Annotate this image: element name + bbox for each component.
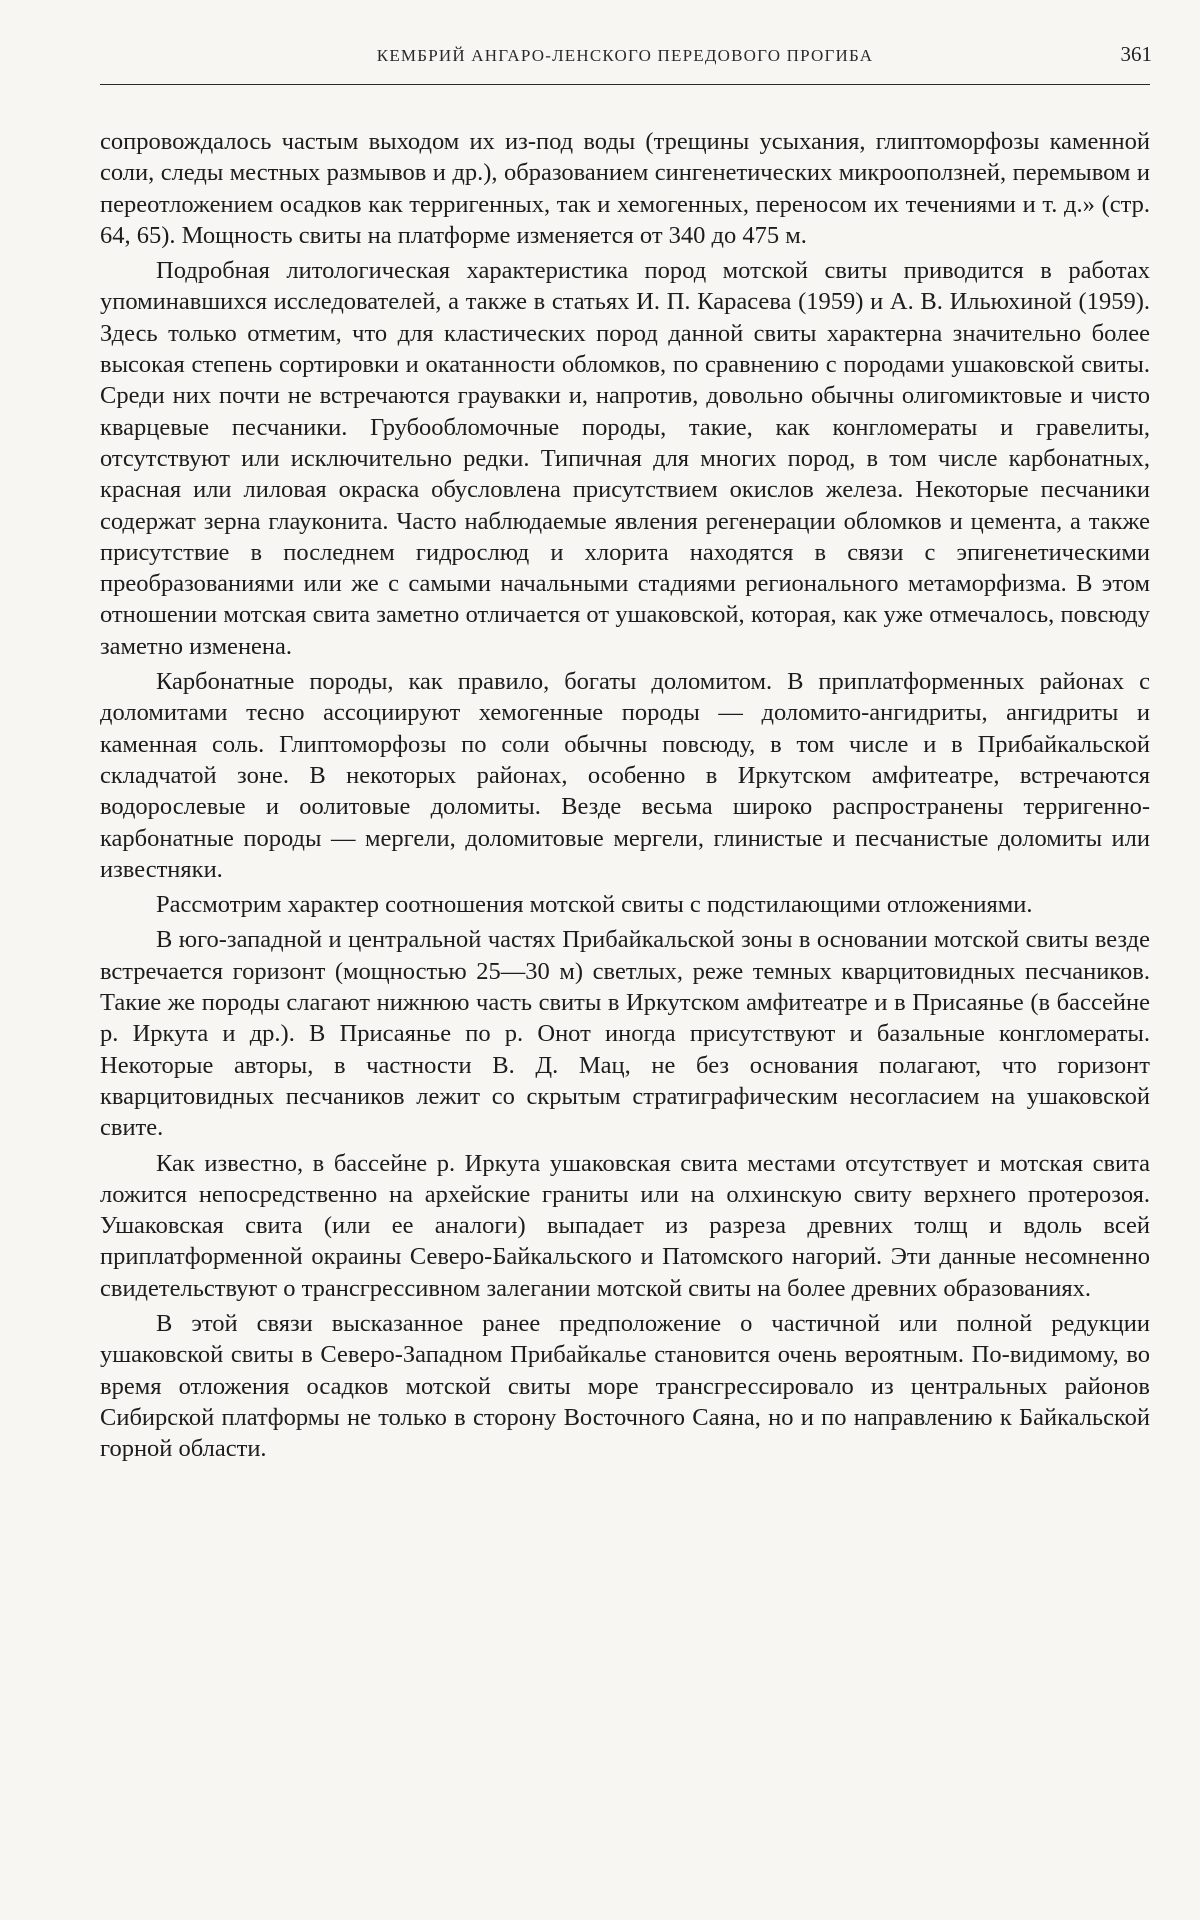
body-text — [100, 126, 1150, 1464]
paragraph: В этой связи высказанное ранее предположение о частичной или полной редукции ушаковской свиты в Северо-Западном Прибайкалье становится очень вероятным. По-видимому, во время отложения осадков мотской свиты море трансгрессировало из центральных районов Сибирской платформы не только в сторону Восточного Саяна, но и по направлению к Байкальской горной области. — [100, 1309, 1150, 1463]
page-number: 361 — [1120, 42, 1152, 66]
paragraph: Как известно, в бассейне р. Иркута ушаковская свита местами отсутствует и мотская свита ложится непосредственно на архейские граниты или на олхинскую свиту верхнего протерозоя. Ушаковская свита (или ее аналоги) выпадает из разреза древних толщ и вдоль всей приплатформенной окраины Северо-Байкальского и Патомского нагорий. Эти данные несомненно свидетельствуют о трансгрессивном залегании мотской свиты на более древних образованиях. — [100, 1149, 1150, 1302]
running-head — [100, 40, 1150, 80]
paragraph: В юго-западной и центральной частях Прибайкальской зоны в основании мотской свиты везде встречается горизонт (мощностью 25—30 м) светлых, реже темных кварцитовидных песчаников. Такие же породы слагают нижнюю часть свиты в Иркутском амфитеатре и в Присаянье (в бассейне р. Иркута и др.). В Присаянье по р. Онот иногда присутствуют и базальные конгломераты. Некоторые авторы, в частности В. Д. Мац, не без основания полагают, что горизонт кварцитовидных песчаников лежит со скрытым стратиграфическим несогласием на ушаковской свите. — [100, 926, 1150, 1142]
paragraph: Рассмотрим характер соотношения мотской свиты с подстилающими отложениями. — [156, 891, 1033, 919]
book-page — [100, 40, 1150, 1468]
paragraph: Подробная литологическая характеристика пород мотской свиты приводится в работах упоминавшихся исследователей, а также в статьях И. П. Карасева (1959) и А. В. Ильюхиной (1959). Здесь только отметим, что для кластических пород данной свиты характерна значительно более высокая степень сортировки и окатанности обломков, по сравнению с породами ушаковской свиты. Среди них почти не встречаются граувакки и, напротив, довольно обычны олигомиктовые и чисто кварцевые песчаники. Грубообломочные породы, такие, как конгломераты и гравелиты, отсутствуют или исключительно редки. Типичная для многих пород, в том числе карбонатных, красная или лиловая окраска обусловлена присутствием окислов железа. Некоторые песчаники содержат зерна глауконита. Часто наблюдаемые явления регенерации обломков и цемента, а также присутствие в последнем гидрослюд и хлорита находятся в связи с эпигенетическими преобразованиями или же с самыми начальными стадиями регионального метаморфизма. В этом отношении мотская свита заметно отличается от ушаковской, которая, как уже отмечалось, повсюду заметно изменена. — [100, 257, 1150, 660]
paragraph: сопровождалось частым выходом их из-под воды (трещины усыхания, глиптоморфозы каменной соли, следы местных размывов и др.), образованием сингенетических микрооползней, перемывом и переотложением осадков как терригенных, так и хемогенных, переносом их течениями и т. д.» (стр. 64, 65). Мощность свиты на платформе изменяется от 340 до 475 м. — [100, 128, 1150, 249]
running-title: КЕМБРИЙ АНГАРО-ЛЕНСКОГО ПЕРЕДОВОГО ПРОГИБА — [376, 46, 874, 65]
paragraph: Карбонатные породы, как правило, богаты доломитом. В приплатформенных районах с доломитами тесно ассоциируют хемогенные породы — доломито-ангидриты, ангидриты и каменная соль. Глиптоморфозы по соли обычны повсюду, в том числе и в Прибайкальской складчатой зоне. В некоторых районах, особенно в Иркутском амфитеатре, встречаются водорослевые и оолитовые доломиты. Везде весьма широко распространены терригенно-карбонатные породы — мергели, доломитовые мергели, глинистые и песчанистые доломиты или известняки. — [100, 668, 1150, 883]
header-rule — [100, 84, 1150, 85]
